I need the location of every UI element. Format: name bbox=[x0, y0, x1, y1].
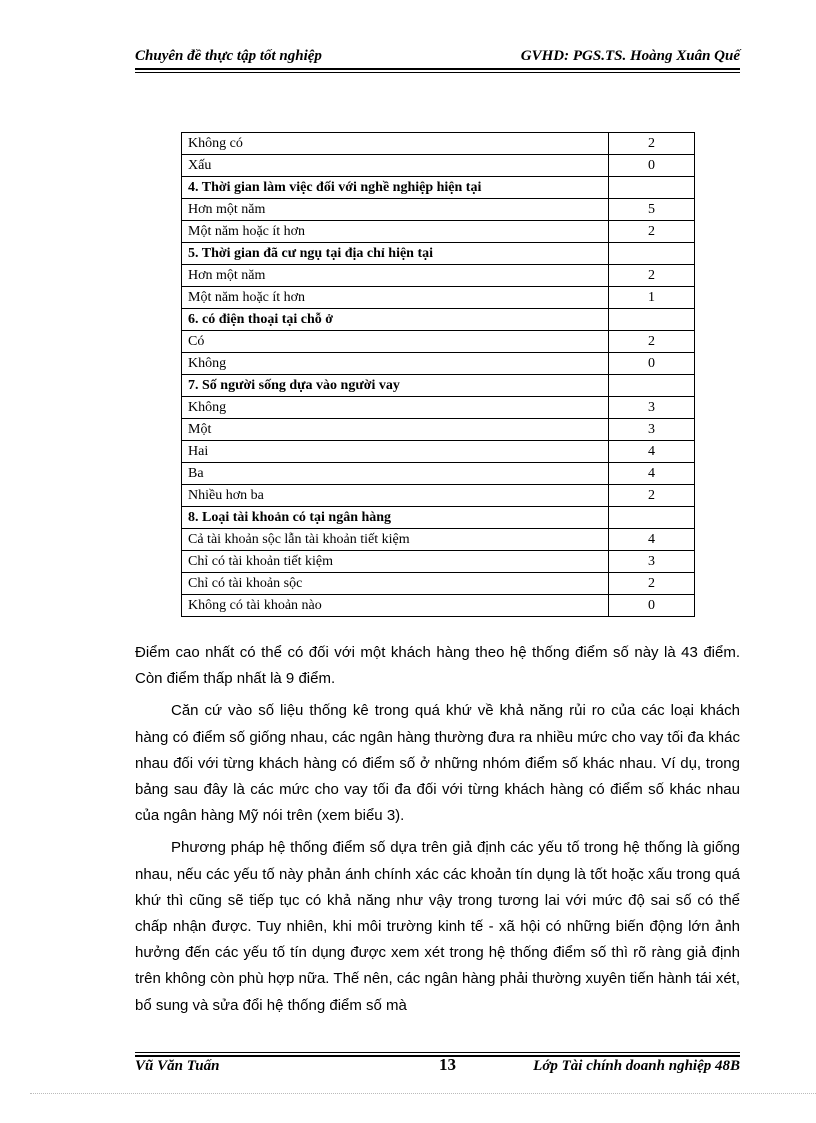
header-advisor: GVHD: PGS.TS. Hoàng Xuân Quế bbox=[520, 48, 740, 64]
criterion-label: Hơn một năm bbox=[182, 199, 609, 221]
points-cell bbox=[609, 507, 695, 529]
paragraph: Điểm cao nhất có thể có đối với một khách hàng theo hệ thống điểm số này là 43 điểm. Còn điểm thấp nhất là 9 điểm. bbox=[135, 644, 740, 688]
points-cell: 0 bbox=[609, 595, 695, 617]
header-rule-thin bbox=[135, 72, 740, 73]
table-row bbox=[182, 353, 695, 375]
table-row bbox=[182, 287, 695, 309]
points-cell: 3 bbox=[609, 551, 695, 573]
criterion-label: 5. Thời gian đã cư ngụ tại địa chỉ hiện tại bbox=[182, 243, 609, 265]
criterion-label: Xấu bbox=[182, 155, 609, 177]
points-cell: 4 bbox=[609, 441, 695, 463]
table-section-row bbox=[182, 243, 695, 265]
points-cell: 2 bbox=[609, 265, 695, 287]
page-number: 13 bbox=[439, 1055, 456, 1074]
table-row bbox=[182, 463, 695, 485]
points-cell: 2 bbox=[609, 485, 695, 507]
points-cell: 2 bbox=[609, 573, 695, 595]
footer-rule bbox=[135, 1055, 740, 1057]
criterion-label: Ba bbox=[182, 463, 609, 485]
criterion-label: Có bbox=[182, 331, 609, 353]
table-row bbox=[182, 595, 695, 617]
points-cell bbox=[609, 375, 695, 397]
table-row bbox=[182, 199, 695, 221]
points-cell bbox=[609, 309, 695, 331]
table-row bbox=[182, 551, 695, 573]
table-row bbox=[182, 221, 695, 243]
table-row bbox=[182, 155, 695, 177]
points-cell: 2 bbox=[609, 221, 695, 243]
footer-author: Vũ Văn Tuấn bbox=[135, 1058, 220, 1074]
table-row bbox=[182, 397, 695, 419]
points-cell: 2 bbox=[609, 133, 695, 155]
criterion-label: Không có bbox=[182, 133, 609, 155]
criterion-label: Cả tài khoản sộc lẫn tài khoản tiết kiệm bbox=[182, 529, 609, 551]
criterion-label: Một năm hoặc ít hơn bbox=[182, 287, 609, 309]
points-cell: 2 bbox=[609, 331, 695, 353]
criterion-label: Hai bbox=[182, 441, 609, 463]
page-header bbox=[135, 48, 740, 68]
criterion-label: Không bbox=[182, 397, 609, 419]
paragraph: Phương pháp hệ thống điểm số dựa trên giả định các yếu tố trong hệ thống là giống nhau, nếu các yếu tố này phản ánh chính xác các khoản tín dụng là tốt hoặc xấu trong quá khứ thì cũng sẽ tiếp tục có khả năng như vậy trong tương lai với mức độ sai số có thể chấp nhận được. Tuy nhiên, khi môi trường kinh tế - xã hội có những biến động lớn ảnh hưởng đến các yếu tố tín dụng được xem xét trong hệ thống điểm số thì rõ ràng giả định trên không còn phù hợp nữa. Thế nên, các ngân hàng phải thường xuyên tiến hành tái xét, bổ sung và sửa đổi hệ thống điểm số mà bbox=[135, 839, 740, 1014]
table-row bbox=[182, 529, 695, 551]
page-bottom-dotted-line bbox=[30, 1093, 816, 1094]
criterion-label: Chỉ có tài khoản tiết kiệm bbox=[182, 551, 609, 573]
points-cell bbox=[609, 243, 695, 265]
criterion-label: Chỉ có tài khoản sộc bbox=[182, 573, 609, 595]
criterion-label: Hơn một năm bbox=[182, 265, 609, 287]
footer-rule-thin bbox=[135, 1052, 740, 1053]
points-cell: 0 bbox=[609, 353, 695, 375]
criterion-label: 6. có điện thoại tại chỗ ở bbox=[182, 309, 609, 331]
table-row bbox=[182, 441, 695, 463]
table-section-row bbox=[182, 375, 695, 397]
table-row bbox=[182, 573, 695, 595]
header-rule bbox=[135, 68, 740, 70]
header-title: Chuyên đề thực tập tốt nghiệp bbox=[135, 48, 322, 64]
criterion-label: 4. Thời gian làm việc đối với nghề nghiệp hiện tại bbox=[182, 177, 609, 199]
criterion-label: 8. Loại tài khoản có tại ngân hàng bbox=[182, 507, 609, 529]
points-cell: 4 bbox=[609, 529, 695, 551]
body-text bbox=[135, 640, 740, 1025]
points-cell: 4 bbox=[609, 463, 695, 485]
paragraph: Căn cứ vào số liệu thống kê trong quá khứ về khả năng rủi ro của các loại khách hàng có điểm số giống nhau, các ngân hàng thường đưa ra nhiều mức cho vay tối đa khác nhau đối với từng khách hàng có điểm số ở những nhóm điểm số khác nhau. Ví dụ, trong bảng sau đây là các mức cho vay tối đa đối với từng khách hàng có điểm số khác nhau của ngân hàng Mỹ nói trên (xem biểu 3). bbox=[135, 702, 740, 825]
table-row bbox=[182, 485, 695, 507]
table-row bbox=[182, 419, 695, 441]
points-cell: 3 bbox=[609, 397, 695, 419]
points-cell: 0 bbox=[609, 155, 695, 177]
table-row bbox=[182, 331, 695, 353]
criterion-label: 7. Số người sống dựa vào người vay bbox=[182, 375, 609, 397]
page-footer bbox=[135, 1055, 740, 1078]
table-section-row bbox=[182, 309, 695, 331]
criterion-label: Không có tài khoản nào bbox=[182, 595, 609, 617]
criterion-label: Nhiều hơn ba bbox=[182, 485, 609, 507]
criterion-label: Một năm hoặc ít hơn bbox=[182, 221, 609, 243]
table-section-row bbox=[182, 177, 695, 199]
table-row bbox=[182, 133, 695, 155]
table-row bbox=[182, 265, 695, 287]
points-cell: 3 bbox=[609, 419, 695, 441]
criterion-label: Một bbox=[182, 419, 609, 441]
footer-class: Lớp Tài chính doanh nghiệp 48B bbox=[533, 1058, 740, 1074]
points-cell: 5 bbox=[609, 199, 695, 221]
points-cell bbox=[609, 177, 695, 199]
table-section-row bbox=[182, 507, 695, 529]
points-cell: 1 bbox=[609, 287, 695, 309]
criterion-label: Không bbox=[182, 353, 609, 375]
scoring-table bbox=[181, 132, 695, 617]
